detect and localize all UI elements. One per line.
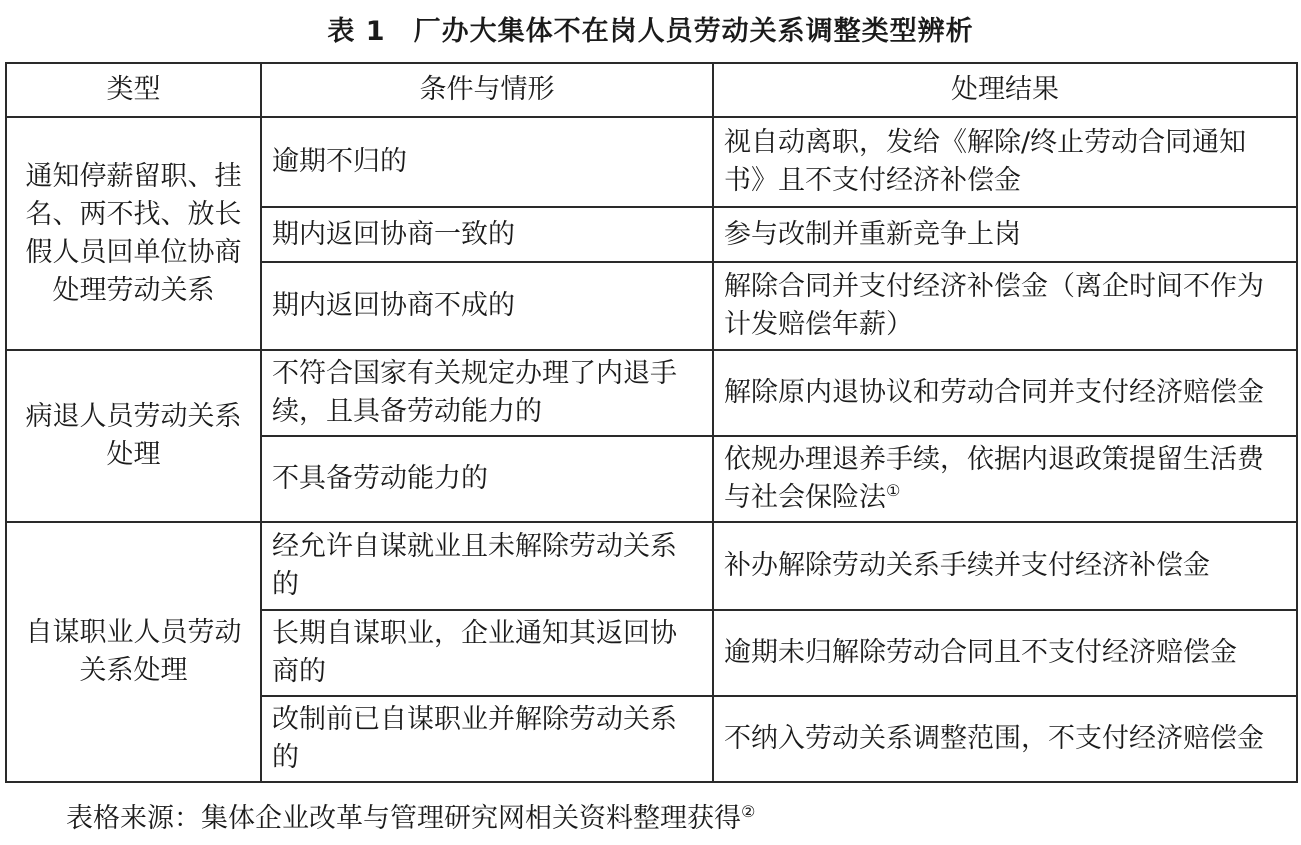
condition-cell: 改制前已自谋职业并解除劳动关系的 — [261, 696, 713, 782]
result-cell: 逾期未归解除劳动合同且不支付经济赔偿金 — [713, 610, 1297, 696]
result-cell: 视自动离职，发给《解除/终止劳动合同通知书》且不支付经济补偿金 — [713, 117, 1297, 207]
header-row — [6, 63, 1297, 117]
result-cell: 参与改制并重新竞争上岗 — [713, 207, 1297, 262]
type-cell-leave: 通知停薪留职、挂名、两不找、放长假人员回单位协商处理劳动关系 — [6, 117, 261, 350]
condition-cell: 不具备劳动能力的 — [261, 436, 713, 522]
header-result: 处理结果 — [713, 63, 1297, 117]
header-type: 类型 — [6, 63, 261, 117]
condition-cell: 逾期不归的 — [261, 117, 713, 207]
source-text: 表格来源：集体企业改革与管理研究网相关资料整理获得 — [66, 803, 741, 834]
condition-cell: 长期自谋职业，企业通知其返回协商的 — [261, 610, 713, 696]
header-condition: 条件与情形 — [261, 63, 713, 117]
type-cell-self-employed: 自谋职业人员劳动关系处理 — [6, 522, 261, 782]
table-source-note — [66, 800, 755, 838]
table-title: 表 1 厂办大集体不在岗人员劳动关系调整类型辨析 — [327, 16, 974, 47]
result-cell: 解除合同并支付经济补偿金（离企时间不作为计发赔偿年薪） — [713, 262, 1297, 350]
condition-cell: 期内返回协商不成的 — [261, 262, 713, 350]
result-cell: 不纳入劳动关系调整范围，不支付经济赔偿金 — [713, 696, 1297, 782]
condition-cell: 不符合国家有关规定办理了内退手续，且具备劳动能力的 — [261, 350, 713, 436]
footnote-marker: ① — [886, 481, 901, 500]
condition-cell: 经允许自谋就业且未解除劳动关系的 — [261, 522, 713, 610]
table-row — [6, 522, 1297, 610]
footnote-marker: ② — [741, 802, 756, 821]
table-row — [6, 117, 1297, 207]
result-cell — [713, 436, 1297, 522]
labor-relations-table — [5, 62, 1298, 783]
type-cell-sick-leave: 病退人员劳动关系处理 — [6, 350, 261, 522]
condition-cell: 期内返回协商一致的 — [261, 207, 713, 262]
result-cell: 补办解除劳动关系手续并支付经济补偿金 — [713, 522, 1297, 610]
table-row — [6, 350, 1297, 436]
result-text: 依规办理退养手续，依据内退政策提留生活费与社会保险法 — [724, 444, 1264, 513]
result-cell: 解除原内退协议和劳动合同并支付经济赔偿金 — [713, 350, 1297, 436]
